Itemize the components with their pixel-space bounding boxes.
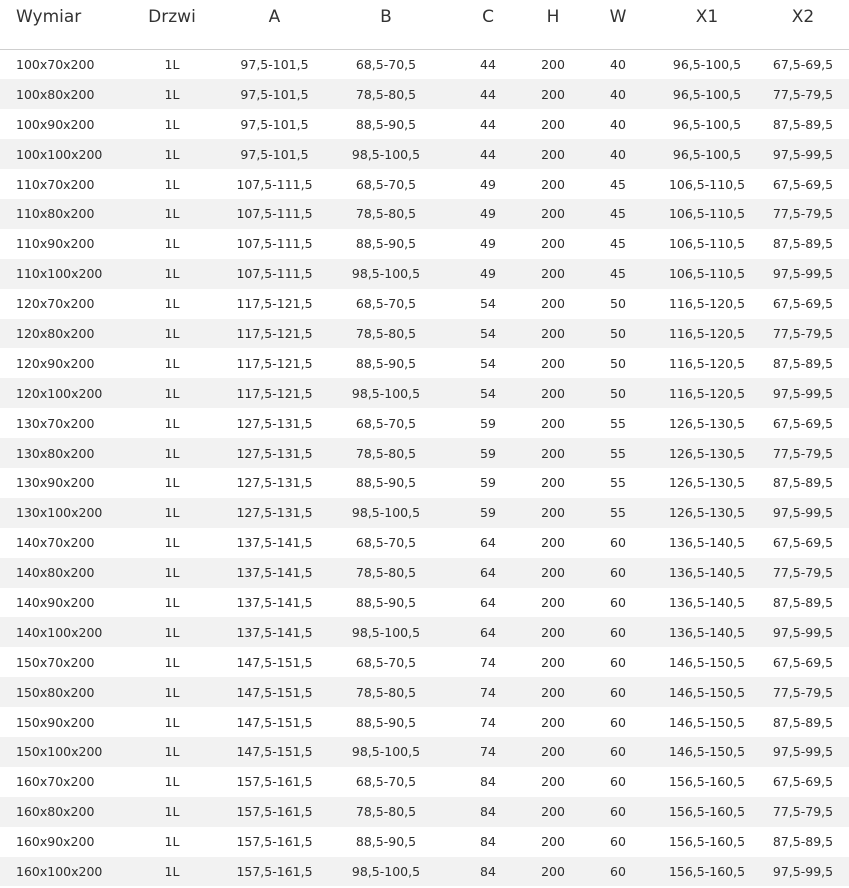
a-cell: 97,5-101,5 bbox=[226, 139, 323, 169]
x2-cell: 77,5-79,5 bbox=[757, 438, 849, 468]
x1-cell: 136,5-140,5 bbox=[668, 594, 746, 610]
drzwi-cell: 1L bbox=[118, 797, 226, 827]
header-row bbox=[0, 0, 849, 49]
a-cell: 127,5-131,5 bbox=[226, 438, 323, 468]
w-cell: 60 bbox=[610, 654, 626, 670]
b-cell: 98,5-100,5 bbox=[323, 259, 449, 289]
c-cell: 64 bbox=[449, 617, 527, 647]
table-row bbox=[0, 528, 849, 558]
drzwi-cell: 1L bbox=[164, 475, 180, 491]
x1-cell: 116,5-120,5 bbox=[657, 319, 757, 349]
h-cell: 200 bbox=[541, 415, 565, 431]
w-cell: 45 bbox=[579, 259, 657, 289]
x2-cell: 67,5-69,5 bbox=[772, 654, 834, 670]
x2-cell: 97,5-99,5 bbox=[757, 378, 849, 408]
h-cell: 200 bbox=[527, 857, 579, 887]
a-cell: 117,5-121,5 bbox=[236, 355, 313, 371]
w-cell: 45 bbox=[579, 199, 657, 229]
w-cell: 40 bbox=[610, 56, 626, 72]
h-cell: 200 bbox=[527, 199, 579, 229]
h-cell: 200 bbox=[527, 797, 579, 827]
x1-cell: 106,5-110,5 bbox=[657, 199, 757, 229]
wymiar-cell: 160x70x200 bbox=[16, 774, 95, 790]
w-cell: 55 bbox=[610, 475, 626, 491]
h-cell: 200 bbox=[527, 438, 579, 468]
table-row bbox=[0, 797, 849, 827]
x2-cell: 87,5-89,5 bbox=[772, 714, 834, 730]
a-cell: 117,5-121,5 bbox=[226, 319, 323, 349]
a-cell: 97,5-101,5 bbox=[240, 116, 309, 132]
drzwi-cell: 1L bbox=[164, 116, 180, 132]
x2-cell: 77,5-79,5 bbox=[757, 558, 849, 588]
table-row bbox=[0, 259, 849, 289]
x1-cell: 146,5-150,5 bbox=[657, 677, 757, 707]
table-row bbox=[0, 827, 849, 857]
drzwi-cell: 1L bbox=[164, 415, 180, 431]
c-cell: 59 bbox=[449, 438, 527, 468]
x2-cell: 77,5-79,5 bbox=[757, 319, 849, 349]
h-cell: 200 bbox=[527, 259, 579, 289]
c-cell: 59 bbox=[480, 415, 496, 431]
c-cell: 49 bbox=[449, 259, 527, 289]
a-cell: 157,5-161,5 bbox=[236, 774, 313, 790]
w-cell: 55 bbox=[579, 498, 657, 528]
x2-cell: 87,5-89,5 bbox=[772, 236, 834, 252]
drzwi-cell: 1L bbox=[118, 139, 226, 169]
drzwi-cell: 1L bbox=[164, 714, 180, 730]
w-cell: 55 bbox=[579, 438, 657, 468]
drzwi-cell: 1L bbox=[164, 594, 180, 610]
table-row bbox=[0, 319, 849, 349]
table-header bbox=[0, 0, 849, 49]
wymiar-cell: 130x80x200 bbox=[0, 438, 118, 468]
h-cell: 200 bbox=[541, 834, 565, 850]
x2-cell: 97,5-99,5 bbox=[757, 857, 849, 887]
c-cell: 74 bbox=[480, 654, 496, 670]
drzwi-cell: 1L bbox=[118, 498, 226, 528]
c-cell: 64 bbox=[449, 558, 527, 588]
b-cell: 98,5-100,5 bbox=[323, 857, 449, 887]
wymiar-cell: 160x90x200 bbox=[16, 834, 95, 850]
c-cell: 49 bbox=[449, 199, 527, 229]
drzwi-cell: 1L bbox=[164, 56, 180, 72]
table-row bbox=[0, 49, 849, 79]
a-cell: 137,5-141,5 bbox=[236, 594, 313, 610]
h-cell: 200 bbox=[541, 594, 565, 610]
x2-cell: 67,5-69,5 bbox=[772, 774, 834, 790]
b-cell: 78,5-80,5 bbox=[323, 199, 449, 229]
a-cell: 127,5-131,5 bbox=[236, 415, 313, 431]
table-row bbox=[0, 498, 849, 528]
wymiar-cell: 150x80x200 bbox=[0, 677, 118, 707]
a-cell: 157,5-161,5 bbox=[226, 797, 323, 827]
drzwi-cell: 1L bbox=[118, 677, 226, 707]
h-cell: 200 bbox=[541, 296, 565, 312]
column-header-wymiar: Wymiar bbox=[0, 0, 118, 49]
w-cell: 60 bbox=[579, 857, 657, 887]
w-cell: 60 bbox=[610, 834, 626, 850]
h-cell: 200 bbox=[527, 79, 579, 109]
h-cell: 200 bbox=[527, 378, 579, 408]
wymiar-cell: 120x90x200 bbox=[16, 355, 95, 371]
x1-cell: 106,5-110,5 bbox=[668, 236, 746, 252]
x2-cell: 77,5-79,5 bbox=[757, 677, 849, 707]
column-header-h: H bbox=[527, 0, 579, 49]
a-cell: 117,5-121,5 bbox=[236, 296, 313, 312]
table-row bbox=[0, 79, 849, 109]
wymiar-cell: 140x100x200 bbox=[0, 617, 118, 647]
table-row bbox=[0, 558, 849, 588]
drzwi-cell: 1L bbox=[164, 654, 180, 670]
x2-cell: 87,5-89,5 bbox=[772, 475, 834, 491]
drzwi-cell: 1L bbox=[118, 79, 226, 109]
a-cell: 137,5-141,5 bbox=[236, 535, 313, 551]
x1-cell: 136,5-140,5 bbox=[657, 617, 757, 647]
w-cell: 60 bbox=[579, 677, 657, 707]
drzwi-cell: 1L bbox=[118, 617, 226, 647]
b-cell: 78,5-80,5 bbox=[323, 319, 449, 349]
wymiar-cell: 130x100x200 bbox=[0, 498, 118, 528]
x2-cell: 67,5-69,5 bbox=[772, 415, 834, 431]
w-cell: 60 bbox=[579, 617, 657, 647]
x1-cell: 106,5-110,5 bbox=[668, 176, 746, 192]
c-cell: 54 bbox=[480, 296, 496, 312]
h-cell: 200 bbox=[541, 236, 565, 252]
w-cell: 60 bbox=[610, 714, 626, 730]
b-cell: 78,5-80,5 bbox=[323, 677, 449, 707]
table-row bbox=[0, 707, 849, 737]
b-cell: 88,5-90,5 bbox=[355, 714, 417, 730]
w-cell: 45 bbox=[610, 236, 626, 252]
table-row bbox=[0, 139, 849, 169]
x1-cell: 136,5-140,5 bbox=[657, 558, 757, 588]
x2-cell: 87,5-89,5 bbox=[772, 594, 834, 610]
c-cell: 54 bbox=[480, 355, 496, 371]
table-row bbox=[0, 677, 849, 707]
a-cell: 147,5-151,5 bbox=[226, 737, 323, 767]
x1-cell: 96,5-100,5 bbox=[672, 56, 742, 72]
b-cell: 88,5-90,5 bbox=[355, 594, 417, 610]
h-cell: 200 bbox=[541, 475, 565, 491]
w-cell: 45 bbox=[610, 176, 626, 192]
b-cell: 78,5-80,5 bbox=[323, 558, 449, 588]
h-cell: 200 bbox=[527, 737, 579, 767]
x1-cell: 106,5-110,5 bbox=[657, 259, 757, 289]
h-cell: 200 bbox=[541, 654, 565, 670]
h-cell: 200 bbox=[527, 139, 579, 169]
c-cell: 84 bbox=[449, 857, 527, 887]
c-cell: 74 bbox=[449, 677, 527, 707]
c-cell: 49 bbox=[480, 236, 496, 252]
drzwi-cell: 1L bbox=[164, 296, 180, 312]
wymiar-cell: 100x70x200 bbox=[16, 56, 95, 72]
b-cell: 68,5-70,5 bbox=[355, 415, 417, 431]
x2-cell: 67,5-69,5 bbox=[772, 535, 834, 551]
x2-cell: 87,5-89,5 bbox=[772, 116, 834, 132]
a-cell: 107,5-111,5 bbox=[236, 236, 313, 252]
column-header-x1: X1 bbox=[657, 0, 757, 49]
c-cell: 49 bbox=[480, 176, 496, 192]
c-cell: 59 bbox=[449, 498, 527, 528]
wymiar-cell: 140x90x200 bbox=[16, 594, 95, 610]
wymiar-cell: 120x100x200 bbox=[0, 378, 118, 408]
table-row bbox=[0, 378, 849, 408]
c-cell: 44 bbox=[449, 139, 527, 169]
x2-cell: 77,5-79,5 bbox=[757, 199, 849, 229]
b-cell: 68,5-70,5 bbox=[355, 56, 417, 72]
x1-cell: 156,5-160,5 bbox=[668, 834, 746, 850]
x1-cell: 156,5-160,5 bbox=[657, 857, 757, 887]
h-cell: 200 bbox=[541, 774, 565, 790]
column-header-c: C bbox=[449, 0, 527, 49]
b-cell: 68,5-70,5 bbox=[355, 774, 417, 790]
x1-cell: 146,5-150,5 bbox=[657, 737, 757, 767]
table-row bbox=[0, 588, 849, 618]
h-cell: 200 bbox=[527, 558, 579, 588]
a-cell: 147,5-151,5 bbox=[236, 654, 313, 670]
w-cell: 50 bbox=[579, 378, 657, 408]
c-cell: 74 bbox=[449, 737, 527, 767]
table-row bbox=[0, 169, 849, 199]
b-cell: 68,5-70,5 bbox=[355, 176, 417, 192]
x1-cell: 116,5-120,5 bbox=[657, 378, 757, 408]
drzwi-cell: 1L bbox=[164, 176, 180, 192]
a-cell: 97,5-101,5 bbox=[240, 56, 309, 72]
wymiar-cell: 110x80x200 bbox=[0, 199, 118, 229]
drzwi-cell: 1L bbox=[118, 319, 226, 349]
x1-cell: 126,5-130,5 bbox=[657, 498, 757, 528]
table-body bbox=[0, 49, 849, 886]
w-cell: 40 bbox=[579, 139, 657, 169]
b-cell: 68,5-70,5 bbox=[355, 654, 417, 670]
table-row bbox=[0, 468, 849, 498]
w-cell: 60 bbox=[610, 774, 626, 790]
b-cell: 98,5-100,5 bbox=[323, 498, 449, 528]
w-cell: 40 bbox=[610, 116, 626, 132]
wymiar-cell: 130x70x200 bbox=[16, 415, 95, 431]
x2-cell: 77,5-79,5 bbox=[757, 79, 849, 109]
x2-cell: 87,5-89,5 bbox=[772, 834, 834, 850]
a-cell: 137,5-141,5 bbox=[226, 617, 323, 647]
wymiar-cell: 160x80x200 bbox=[0, 797, 118, 827]
c-cell: 44 bbox=[449, 79, 527, 109]
drzwi-cell: 1L bbox=[118, 558, 226, 588]
x2-cell: 77,5-79,5 bbox=[757, 797, 849, 827]
x1-cell: 146,5-150,5 bbox=[668, 654, 746, 670]
x2-cell: 87,5-89,5 bbox=[772, 355, 834, 371]
x2-cell: 67,5-69,5 bbox=[772, 56, 834, 72]
wymiar-cell: 140x80x200 bbox=[0, 558, 118, 588]
c-cell: 59 bbox=[480, 475, 496, 491]
x1-cell: 136,5-140,5 bbox=[668, 535, 746, 551]
w-cell: 50 bbox=[579, 319, 657, 349]
wymiar-cell: 120x80x200 bbox=[0, 319, 118, 349]
table-row bbox=[0, 408, 849, 438]
x1-cell: 96,5-100,5 bbox=[657, 79, 757, 109]
x1-cell: 156,5-160,5 bbox=[657, 797, 757, 827]
h-cell: 200 bbox=[541, 116, 565, 132]
b-cell: 88,5-90,5 bbox=[355, 116, 417, 132]
h-cell: 200 bbox=[541, 355, 565, 371]
h-cell: 200 bbox=[541, 56, 565, 72]
x1-cell: 126,5-130,5 bbox=[668, 415, 746, 431]
c-cell: 74 bbox=[480, 714, 496, 730]
w-cell: 40 bbox=[579, 79, 657, 109]
drzwi-cell: 1L bbox=[164, 834, 180, 850]
a-cell: 107,5-111,5 bbox=[226, 199, 323, 229]
wymiar-cell: 100x100x200 bbox=[0, 139, 118, 169]
table-row bbox=[0, 199, 849, 229]
x2-cell: 97,5-99,5 bbox=[757, 139, 849, 169]
h-cell: 200 bbox=[541, 176, 565, 192]
a-cell: 127,5-131,5 bbox=[226, 498, 323, 528]
x1-cell: 146,5-150,5 bbox=[668, 714, 746, 730]
w-cell: 60 bbox=[610, 535, 626, 551]
b-cell: 88,5-90,5 bbox=[355, 236, 417, 252]
x1-cell: 126,5-130,5 bbox=[668, 475, 746, 491]
c-cell: 54 bbox=[449, 319, 527, 349]
w-cell: 50 bbox=[610, 355, 626, 371]
w-cell: 60 bbox=[579, 737, 657, 767]
drzwi-cell: 1L bbox=[118, 737, 226, 767]
c-cell: 54 bbox=[449, 378, 527, 408]
c-cell: 44 bbox=[480, 56, 496, 72]
b-cell: 78,5-80,5 bbox=[323, 797, 449, 827]
x1-cell: 126,5-130,5 bbox=[657, 438, 757, 468]
b-cell: 88,5-90,5 bbox=[355, 475, 417, 491]
b-cell: 98,5-100,5 bbox=[323, 737, 449, 767]
column-header-w: W bbox=[579, 0, 657, 49]
c-cell: 84 bbox=[480, 834, 496, 850]
w-cell: 60 bbox=[579, 797, 657, 827]
a-cell: 137,5-141,5 bbox=[226, 558, 323, 588]
b-cell: 68,5-70,5 bbox=[355, 296, 417, 312]
b-cell: 98,5-100,5 bbox=[323, 139, 449, 169]
table-row bbox=[0, 737, 849, 767]
column-header-a: A bbox=[226, 0, 323, 49]
wymiar-cell: 140x70x200 bbox=[16, 535, 95, 551]
table-row bbox=[0, 617, 849, 647]
table-row bbox=[0, 109, 849, 139]
b-cell: 98,5-100,5 bbox=[323, 378, 449, 408]
c-cell: 84 bbox=[449, 797, 527, 827]
column-header-b: B bbox=[323, 0, 449, 49]
b-cell: 78,5-80,5 bbox=[323, 438, 449, 468]
wymiar-cell: 150x100x200 bbox=[0, 737, 118, 767]
table-row bbox=[0, 767, 849, 797]
table-row bbox=[0, 647, 849, 677]
wymiar-cell: 150x90x200 bbox=[16, 714, 95, 730]
b-cell: 78,5-80,5 bbox=[323, 79, 449, 109]
c-cell: 44 bbox=[480, 116, 496, 132]
h-cell: 200 bbox=[527, 677, 579, 707]
b-cell: 98,5-100,5 bbox=[323, 617, 449, 647]
x1-cell: 96,5-100,5 bbox=[672, 116, 742, 132]
a-cell: 157,5-161,5 bbox=[226, 857, 323, 887]
h-cell: 200 bbox=[541, 535, 565, 551]
b-cell: 88,5-90,5 bbox=[355, 834, 417, 850]
column-header-drzwi: Drzwi bbox=[118, 0, 226, 49]
w-cell: 55 bbox=[610, 415, 626, 431]
wymiar-cell: 150x70x200 bbox=[16, 654, 95, 670]
table-row bbox=[0, 857, 849, 887]
h-cell: 200 bbox=[527, 498, 579, 528]
a-cell: 117,5-121,5 bbox=[226, 378, 323, 408]
drzwi-cell: 1L bbox=[118, 199, 226, 229]
a-cell: 147,5-151,5 bbox=[236, 714, 313, 730]
drzwi-cell: 1L bbox=[164, 774, 180, 790]
x2-cell: 97,5-99,5 bbox=[757, 259, 849, 289]
x1-cell: 116,5-120,5 bbox=[668, 355, 746, 371]
a-cell: 127,5-131,5 bbox=[236, 475, 313, 491]
x2-cell: 97,5-99,5 bbox=[757, 617, 849, 647]
x1-cell: 116,5-120,5 bbox=[668, 296, 746, 312]
drzwi-cell: 1L bbox=[164, 355, 180, 371]
b-cell: 68,5-70,5 bbox=[355, 535, 417, 551]
drzwi-cell: 1L bbox=[118, 378, 226, 408]
a-cell: 107,5-111,5 bbox=[236, 176, 313, 192]
x1-cell: 156,5-160,5 bbox=[668, 774, 746, 790]
c-cell: 64 bbox=[480, 535, 496, 551]
x2-cell: 97,5-99,5 bbox=[757, 737, 849, 767]
wymiar-cell: 100x90x200 bbox=[16, 116, 95, 132]
wymiar-cell: 130x90x200 bbox=[16, 475, 95, 491]
drzwi-cell: 1L bbox=[118, 857, 226, 887]
x2-cell: 67,5-69,5 bbox=[772, 296, 834, 312]
wymiar-cell: 120x70x200 bbox=[16, 296, 95, 312]
table-row bbox=[0, 229, 849, 259]
w-cell: 60 bbox=[579, 558, 657, 588]
wymiar-cell: 100x80x200 bbox=[0, 79, 118, 109]
a-cell: 97,5-101,5 bbox=[226, 79, 323, 109]
h-cell: 200 bbox=[541, 714, 565, 730]
table-row bbox=[0, 438, 849, 468]
c-cell: 84 bbox=[480, 774, 496, 790]
drzwi-cell: 1L bbox=[118, 438, 226, 468]
w-cell: 60 bbox=[610, 594, 626, 610]
drzwi-cell: 1L bbox=[164, 236, 180, 252]
h-cell: 200 bbox=[527, 617, 579, 647]
table-row bbox=[0, 289, 849, 319]
wymiar-cell: 110x90x200 bbox=[16, 236, 95, 252]
table-row bbox=[0, 348, 849, 378]
drzwi-cell: 1L bbox=[164, 535, 180, 551]
b-cell: 88,5-90,5 bbox=[355, 355, 417, 371]
c-cell: 64 bbox=[480, 594, 496, 610]
x1-cell: 96,5-100,5 bbox=[657, 139, 757, 169]
column-header-x2: X2 bbox=[757, 0, 849, 49]
drzwi-cell: 1L bbox=[118, 259, 226, 289]
a-cell: 107,5-111,5 bbox=[226, 259, 323, 289]
a-cell: 157,5-161,5 bbox=[236, 834, 313, 850]
wymiar-cell: 160x100x200 bbox=[0, 857, 118, 887]
x2-cell: 67,5-69,5 bbox=[772, 176, 834, 192]
a-cell: 147,5-151,5 bbox=[226, 677, 323, 707]
wymiar-cell: 110x70x200 bbox=[16, 176, 95, 192]
x2-cell: 97,5-99,5 bbox=[757, 498, 849, 528]
h-cell: 200 bbox=[527, 319, 579, 349]
w-cell: 50 bbox=[610, 296, 626, 312]
wymiar-cell: 110x100x200 bbox=[0, 259, 118, 289]
